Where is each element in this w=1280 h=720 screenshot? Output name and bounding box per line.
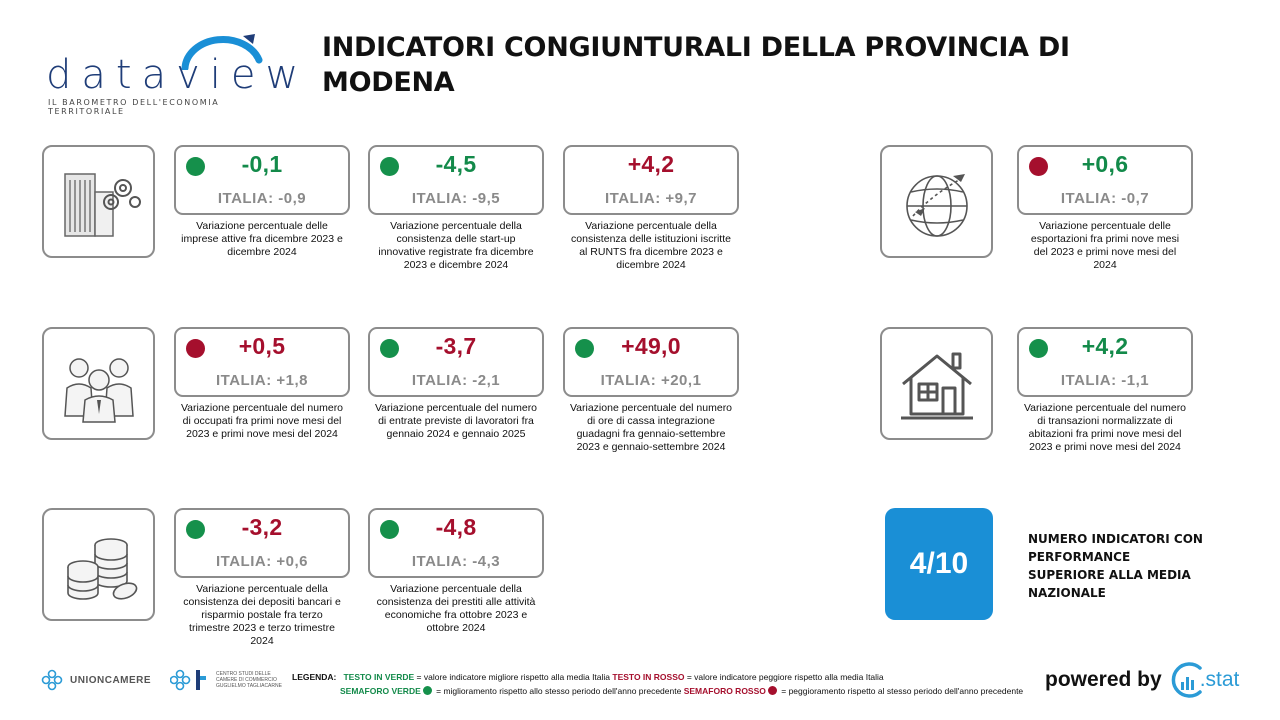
indicator-box [368, 508, 544, 578]
indicator-box [368, 145, 544, 215]
indicator-description: Variazione percentuale della consistenza delle start-up innovative registrate fra dicembre 2023 e dicembre 2024 [378, 220, 534, 271]
italia-value: ITALIA: +1,8 [216, 372, 308, 389]
indicator-card-esportazioni [1017, 145, 1193, 272]
italia-value: ITALIA: -4,3 [411, 553, 501, 570]
indicator-value: -3,7 [435, 333, 477, 359]
indicator-card-abitazioni [1017, 327, 1193, 454]
unioncamere-icon [40, 668, 64, 692]
legend-green-light: SEMAFORO VERDE [340, 686, 421, 696]
indicator-value: +0,6 [1081, 151, 1129, 177]
house-icon [891, 338, 983, 430]
legend-row-text [292, 670, 1052, 684]
people-group-icon-box [42, 327, 155, 440]
indicator-description: Variazione percentuale della consistenza dei depositi bancari e risparmio postale fra terzo trimestre 2023 e terzo trimestre 2024 [183, 583, 341, 647]
indicator-value: -3,2 [241, 514, 283, 540]
people-group-icon [53, 338, 145, 430]
indicator-card-occupati [174, 327, 350, 441]
indicator-description: Variazione percentuale delle imprese attive fra dicembre 2023 e dicembre 2024 [181, 220, 343, 258]
coins-icon [53, 519, 145, 611]
indicator-box [368, 327, 544, 397]
italia-value: ITALIA: -0,7 [1060, 190, 1150, 207]
powered-by [1045, 660, 1248, 700]
summary-label: NUMERO INDICATORI CON PERFORMANCE SUPERIORE ALLA MEDIA NAZIONALE [1028, 532, 1203, 600]
tagliacarne-logo [170, 668, 286, 692]
indicator-value: -4,8 [435, 514, 477, 540]
indicator-description: Variazione percentuale del numero di entrate previste di lavoratori fra gennaio 2024 e gennaio 2025 [374, 402, 538, 440]
italia-value: ITALIA: -1,1 [1060, 372, 1150, 389]
legend-green-dot [423, 686, 432, 695]
indicator-value: +49,0 [621, 333, 681, 359]
cstat-text: .stat [1199, 668, 1240, 691]
legend-red-light-desc: = peggioramento rispetto al stesso periodo dell'anno precedente [778, 686, 1024, 696]
indicator-value: -0,1 [241, 151, 283, 177]
house-icon-box [880, 327, 993, 440]
legend-red-light: SEMAFORO ROSSO [683, 686, 766, 696]
indicator-value: -4,5 [435, 151, 477, 177]
powered-by-text: powered by [1045, 668, 1162, 691]
unioncamere-logo [40, 668, 151, 692]
unioncamere-text: UNIONCAMERE [70, 674, 152, 686]
legend [292, 670, 1052, 698]
indicator-card-runts [563, 145, 739, 272]
italia-value: ITALIA: +9,7 [605, 190, 697, 207]
indicator-value: +4,2 [627, 151, 675, 177]
tagliacarne-text: CENTRO STUDI DELLE CAMERE DI COMMERCIO GUGLIELMO TAGLIACARNE [216, 671, 282, 689]
indicator-description: Variazione percentuale della consistenza delle istituzioni iscritte al RUNTS fra dicembre 2023 e dicembre 2024 [571, 220, 731, 271]
logo-subtitle: IL BAROMETRO DELL'ECONOMIA TERRITORIALE [48, 98, 220, 116]
legend-red-dot [768, 686, 777, 695]
indicator-box [563, 145, 739, 215]
indicator-description: Variazione percentuale del numero di occupati fra primi nove mesi del 2023 e primi nove mesi del 2024 [180, 402, 344, 440]
legend-green-text: TESTO IN VERDE [343, 672, 415, 682]
indicator-box [1017, 327, 1193, 397]
indicator-card-depositi [174, 508, 350, 648]
italia-value: ITALIA: +20,1 [600, 372, 702, 389]
indicator-box [1017, 145, 1193, 215]
indicator-description: Variazione percentuale del numero di ore di cassa integrazione guadagni fra gennaio-settembre 2023 e gennaio-settembre 2024 [569, 402, 733, 453]
legend-green-light-desc: = miglioramento rispetto allo stesso periodo dell'anno precedente [433, 686, 684, 696]
legend-red-text: TESTO IN ROSSO [612, 672, 685, 682]
indicator-card-startup [368, 145, 544, 272]
globe-plane-icon-box [880, 145, 993, 258]
legend-green-desc: = valore indicatore migliore rispetto alla media Italia [414, 672, 613, 682]
summary-score: 4/10 [885, 508, 993, 620]
indicator-box [174, 327, 350, 397]
indicator-description: Variazione percentuale delle esportazioni fra primi nove mesi del 2023 e primi nove mesi del 2024 [1030, 220, 1180, 271]
business-buildings-icon-box [42, 145, 155, 258]
italia-value: ITALIA: -9,5 [411, 190, 501, 207]
indicator-value: +0,5 [238, 333, 286, 359]
page-title: INDICATORI CONGIUNTURALI DELLA PROVINCIA DI MODENA [322, 32, 1070, 98]
indicator-card-entrate [368, 327, 544, 441]
cstat-logo [1168, 660, 1248, 700]
legend-red-desc: = valore indicatore peggiore rispetto alla media Italia [684, 672, 884, 682]
indicator-box [563, 327, 739, 397]
tagliacarne-icon [170, 668, 210, 692]
indicator-value: +4,2 [1081, 333, 1129, 359]
coins-icon-box [42, 508, 155, 621]
indicator-card-cassa-integrazione [563, 327, 739, 454]
dataview-logo [42, 30, 309, 116]
indicator-card-imprese [174, 145, 350, 259]
business-buildings-icon [53, 156, 145, 248]
logo-wordmark: dataview [46, 52, 309, 98]
indicator-description: Variazione percentuale del numero di transazioni normalizzate di abitazioni fra primi nove mesi del 2023 e primi nove mesi del 2024 [1023, 402, 1187, 453]
indicator-box [174, 508, 350, 578]
globe-plane-icon [891, 156, 983, 248]
indicator-box [174, 145, 350, 215]
indicator-description: Variazione percentuale della consistenza dei prestiti alle attività economiche fra ottobre 2023 e ottobre 2024 [376, 583, 536, 634]
legend-row-lights [292, 684, 1052, 698]
italia-value: ITALIA: -2,1 [411, 372, 501, 389]
indicator-card-prestiti [368, 508, 544, 635]
italia-value: ITALIA: -0,9 [217, 190, 307, 207]
legend-label: LEGENDA: [292, 672, 337, 682]
italia-value: ITALIA: +0,6 [216, 553, 308, 570]
